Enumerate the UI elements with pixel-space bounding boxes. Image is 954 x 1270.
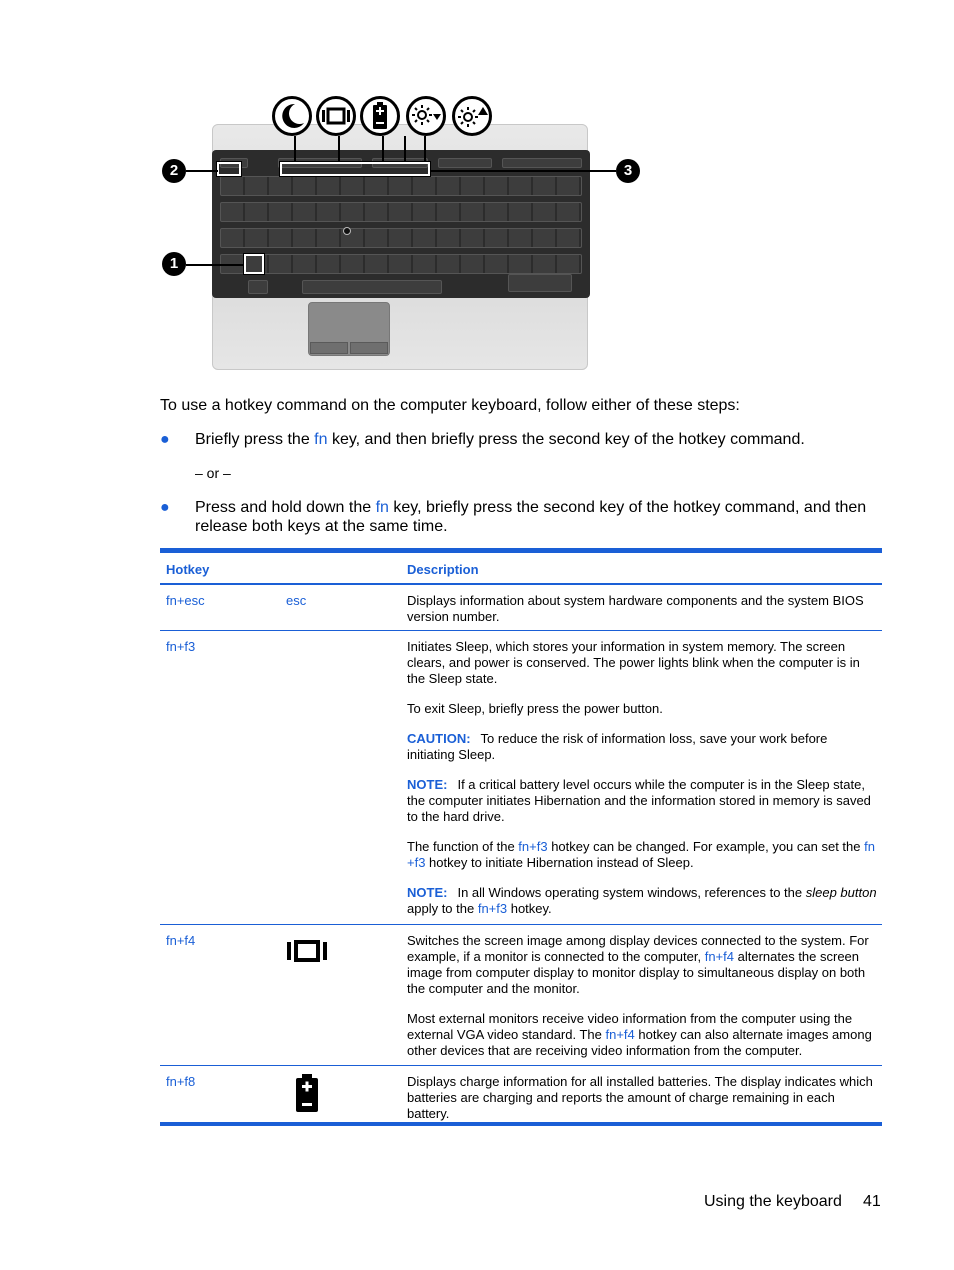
hotkey-cell: fn+esc bbox=[166, 593, 205, 608]
note: NOTE: In all Windows operating system windows, references to the sleep button apply to the fn+f3 hotkey. bbox=[407, 885, 877, 916]
description-cell: Displays information about system hardware components and the system BIOS version number. bbox=[407, 593, 864, 624]
table-row bbox=[160, 925, 882, 1065]
keyboard-figure bbox=[160, 92, 640, 374]
description-cell: Initiates Sleep, which stores your information in system memory. The screen clears, and power is conserved. The power lights blink when the computer is in the Sleep state. To exit Sleep, briefly press the power button. CAUTION: To reduce the risk of information loss, save your work before initiating Sleep. NOTE: If a critical battery level occurs while the computer is in the Sleep state, the computer initiates Hibernation and the information stored in memory is saved to the hard drive. The function of the fn+f3 hotkey can be changed. For example, you can set the fn +f3 hotkey to initiate Hibernation instead of Sleep. NOTE: In all Windows operating system windows, references to the sleep button apply to the fn+f3 hotkey. bbox=[407, 639, 877, 916]
bullet-dot: ● bbox=[160, 499, 170, 516]
moon-icon bbox=[286, 637, 326, 683]
callout-3-line bbox=[430, 170, 616, 172]
callout-2: 2 bbox=[162, 159, 186, 183]
fn-key-highlight bbox=[244, 254, 264, 274]
header-hotkey: Hotkey bbox=[166, 562, 210, 577]
display-switch-icon bbox=[316, 96, 356, 136]
hotkey-cell: fn+f4 bbox=[166, 933, 196, 948]
caution-note: CAUTION: To reduce the risk of information loss, save your work before initiating Sleep. bbox=[407, 731, 828, 762]
bullet-dot: ● bbox=[160, 431, 170, 448]
brightness-down-icon bbox=[406, 96, 446, 136]
callout-1-line bbox=[186, 264, 244, 266]
page-number: 41 bbox=[863, 1193, 881, 1210]
callout-2-line bbox=[186, 170, 218, 172]
function-keys-highlight bbox=[280, 162, 430, 176]
or-separator: – or – bbox=[195, 465, 231, 481]
hotkey-cell: fn+f3 bbox=[166, 639, 196, 654]
fn-key-link: fn bbox=[314, 431, 328, 448]
table-row bbox=[160, 631, 882, 924]
touchpad-left-button bbox=[310, 342, 348, 354]
esc-key-highlight bbox=[217, 162, 241, 176]
brightness-up-icon bbox=[452, 96, 492, 136]
battery-icon bbox=[294, 1074, 320, 1116]
key-cell: esc bbox=[286, 593, 307, 608]
display-switch-icon bbox=[286, 939, 328, 967]
note: NOTE: If a critical battery level occurs while the computer is in the Sleep state, the computer initiates Hibernation and the information stored in memory is saved to the hard drive. bbox=[407, 777, 871, 824]
intro-text: To use a hotkey command on the computer keyboard, follow either of these steps: bbox=[160, 397, 740, 414]
hotkey-table bbox=[160, 548, 882, 1126]
bullet-1-text: Briefly press the fn key, and then briefly press the second key of the hotkey command. bbox=[195, 431, 805, 448]
moon-icon bbox=[272, 96, 312, 136]
touchpad-right-button bbox=[350, 342, 388, 354]
pointing-stick bbox=[343, 227, 351, 235]
bullet-2-text: Press and hold down the fn key, briefly press the second key of the hotkey command, and then release both keys at the same time. bbox=[195, 499, 867, 535]
callout-3: 3 bbox=[616, 159, 640, 183]
description-cell: Switches the screen image among display devices connected to the system. For example, if a monitor is connected to the computer, fn+f4 alternates the screen image from computer display to monitor display to simultaneous display on both the computer and the monitor. Most external monitors receive video information from the computer using the external VGA video standard. The fn+f4 hotkey can also alternate images among other devices that are receiving video information from the computer. bbox=[407, 933, 872, 1058]
fn-key-link: fn bbox=[375, 499, 389, 516]
table-row bbox=[160, 585, 882, 630]
header-description: Description bbox=[407, 562, 479, 577]
hotkey-cell: fn+f8 bbox=[166, 1074, 196, 1089]
description-cell: Displays charge information for all installed batteries. The display indicates which batteries are charging and reports the amount of charge remaining in each battery. bbox=[407, 1074, 873, 1121]
table-header bbox=[160, 553, 882, 583]
table-row bbox=[160, 1066, 882, 1122]
callout-1: 1 bbox=[162, 252, 186, 276]
footer-section-title: Using the keyboard bbox=[704, 1193, 842, 1210]
battery-icon bbox=[360, 96, 400, 136]
